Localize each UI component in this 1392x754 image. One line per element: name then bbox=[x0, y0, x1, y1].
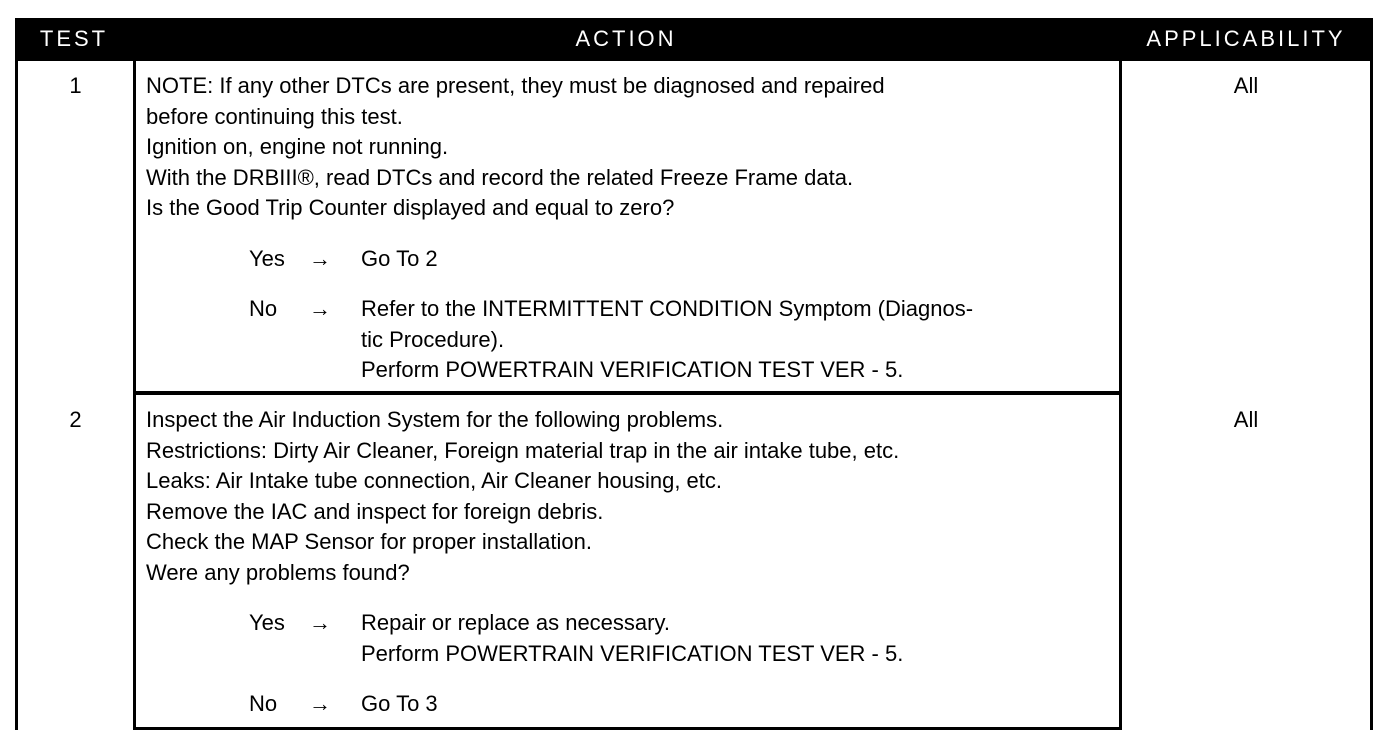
row1-applicability: All bbox=[1122, 61, 1370, 403]
row2-line: Remove the IAC and inspect for foreign debris. bbox=[146, 498, 604, 524]
response-label: No bbox=[249, 296, 278, 321]
row1-response-no bbox=[249, 294, 1119, 386]
row1-test-number: 1 bbox=[18, 61, 133, 403]
response-label: Yes bbox=[249, 245, 285, 271]
arrow-right-icon: → bbox=[309, 296, 331, 321]
row2-action bbox=[136, 395, 1119, 727]
row1-line: Ignition on, engine not running. bbox=[146, 134, 449, 159]
row1-line: NOTE: If any other DTCs are present, they must be diagnosed and repaired bbox=[146, 73, 885, 98]
response-label: Yes bbox=[249, 610, 285, 635]
row1-line: before continuing this test. bbox=[146, 103, 403, 129]
row2-line: Leaks: Air Intake tube connection, Air Cleaner housing, etc. bbox=[146, 468, 723, 493]
row1-action bbox=[136, 61, 1119, 391]
response-label: No bbox=[249, 691, 278, 716]
row2-test-number: 2 bbox=[18, 395, 133, 739]
arrow-right-icon: → bbox=[309, 691, 331, 716]
row2-line: Inspect the Air Induction System for the following problems. bbox=[146, 407, 724, 432]
row1-line: With the DRBIII®, read DTCs and record the related Freeze Frame data. bbox=[146, 164, 854, 190]
response-line: Refer to the INTERMITTENT CONDITION Symptom (Diagnos- bbox=[361, 296, 974, 321]
row2-response-no bbox=[249, 689, 1119, 720]
row1-response-yes bbox=[249, 244, 1119, 275]
header-applicability: APPLICABILITY bbox=[1146, 26, 1346, 51]
row2-line: Check the MAP Sensor for proper installation. bbox=[146, 529, 592, 554]
response-line: tic Procedure). bbox=[361, 326, 505, 352]
arrow-right-icon: → bbox=[309, 245, 331, 271]
row1-line: Is the Good Trip Counter displayed and equal to zero? bbox=[146, 195, 675, 220]
response-line: Repair or replace as necessary. bbox=[361, 610, 670, 635]
row2-line: Restrictions: Dirty Air Cleaner, Foreign material trap in the air intake tube, etc. bbox=[146, 437, 900, 463]
header-test: TEST bbox=[39, 26, 109, 51]
header-action: ACTION bbox=[575, 26, 677, 51]
row2-line: Were any problems found? bbox=[146, 559, 410, 585]
response-line: Perform POWERTRAIN VERIFICATION TEST VER - 5. bbox=[361, 640, 904, 666]
row2-response-yes bbox=[249, 608, 1119, 669]
arrow-right-icon: → bbox=[309, 610, 331, 635]
response-line: Go To 3 bbox=[361, 691, 438, 716]
response-line: Go To 2 bbox=[361, 245, 438, 271]
diagnostic-table bbox=[15, 18, 1373, 730]
row2-applicability: All bbox=[1122, 395, 1370, 739]
response-line: Perform POWERTRAIN VERIFICATION TEST VER - 5. bbox=[361, 357, 904, 382]
